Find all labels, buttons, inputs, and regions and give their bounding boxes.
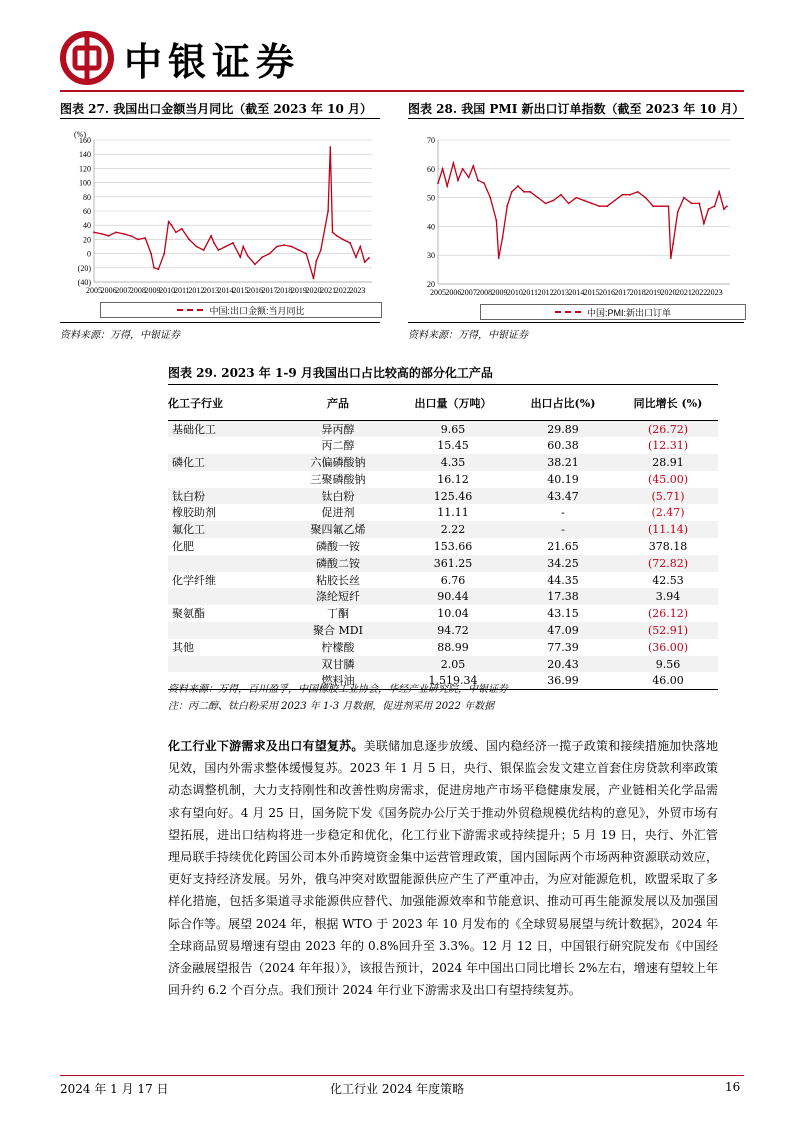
data-point: [672, 243, 674, 245]
data-point: [498, 257, 500, 259]
cell-volume: 125.46: [398, 488, 508, 505]
cell-yoy: (2.47): [651, 506, 685, 520]
data-point: [108, 235, 110, 237]
cell-volume: 90.44: [398, 588, 508, 605]
data-point: [660, 205, 662, 207]
cell-volume: 2.05: [398, 656, 508, 673]
cell-share: 20.43: [508, 656, 618, 673]
data-point: [483, 182, 485, 184]
cell-volume: 2.22: [398, 521, 508, 538]
export-table: [168, 384, 718, 690]
x-tick-label: 2007: [115, 286, 132, 295]
data-point: [442, 168, 444, 170]
x-tick-label: 2015: [232, 286, 249, 295]
y-tick-label: 100: [79, 178, 91, 188]
data-point: [100, 233, 102, 235]
col-yoy: 同比增长 (%): [618, 385, 718, 421]
cell-industry: [168, 622, 278, 639]
y-tick-label: 30: [427, 251, 435, 261]
x-tick-label: 2005: [86, 286, 102, 295]
x-tick-label: 2023: [349, 286, 366, 295]
cell-yoy: (26.12): [647, 607, 689, 621]
cell-volume: 4.35: [398, 454, 508, 471]
table-row: [168, 437, 718, 454]
table-row: [168, 421, 718, 438]
y-tick-label: 50: [427, 193, 435, 203]
data-point: [568, 202, 570, 204]
cell-industry: 钛白粉: [168, 488, 278, 505]
x-tick-label: 2018: [629, 288, 646, 297]
legend-swatch: [555, 311, 581, 313]
cell-share: 40.19: [547, 472, 579, 486]
cell-product: 燃料油: [278, 672, 398, 689]
x-tick-label: 2013: [552, 288, 569, 297]
table-row: [168, 588, 718, 605]
data-point: [115, 231, 117, 233]
data-point: [242, 246, 244, 248]
table-row: [168, 454, 718, 471]
data-point: [629, 194, 631, 196]
cell-industry: [168, 471, 278, 488]
cell-yoy: (26.72): [618, 421, 718, 438]
footer-date: 2024 年 1 月 17 日: [60, 1082, 169, 1096]
x-tick-label: 2014: [568, 288, 585, 297]
x-tick-label: 2017: [261, 286, 278, 295]
data-point: [355, 256, 357, 258]
data-point: [614, 200, 616, 202]
data-point: [683, 197, 685, 199]
fig28-legend: [480, 304, 746, 320]
data-point: [313, 278, 315, 280]
cell-industry: 基础化工: [168, 421, 278, 438]
data-point: [144, 237, 146, 239]
table-row: [168, 471, 718, 488]
cell-product: 丙二醇: [321, 439, 355, 453]
series-line: [438, 163, 727, 258]
cell-industry: [168, 656, 278, 673]
data-point: [489, 197, 491, 199]
x-tick-label: 2012: [537, 288, 554, 297]
cell-volume: 1,519.34: [398, 672, 508, 689]
cell-share: 47.09: [508, 622, 618, 639]
cell-yoy: 28.91: [618, 454, 718, 471]
col-volume: 出口量（万吨）: [398, 385, 508, 421]
data-point: [560, 194, 562, 196]
cell-share: -: [508, 521, 618, 538]
data-point: [188, 239, 190, 241]
cell-yoy: 378.18: [648, 539, 688, 553]
table-header-row: [168, 385, 718, 421]
table29-source: 资料来源：万得，百川盈孚，中国橡胶工业协会，华经产业研究院，中银证券: [168, 684, 508, 695]
cell-share: 38.21: [508, 454, 618, 471]
cell-volume: 6.76: [440, 573, 466, 587]
data-point: [598, 205, 600, 207]
table-row: [168, 572, 718, 589]
cell-share: 60.38: [547, 439, 579, 453]
x-tick-label: 2011: [173, 286, 190, 295]
cell-share: 34.25: [508, 555, 618, 572]
cell-volume: 94.72: [398, 622, 508, 639]
x-tick-label: 2021: [320, 286, 337, 295]
cell-share: 43.15: [547, 607, 579, 621]
cell-product: 异丙醇: [278, 421, 398, 438]
x-tick-label: 2005: [430, 288, 446, 297]
data-point: [457, 179, 459, 181]
body-lead: 化工行业下游需求及出口有望复苏。: [168, 739, 364, 753]
cell-product: 钛白粉: [278, 488, 398, 505]
y-tick-label: 120: [79, 164, 91, 174]
cell-share: -: [561, 506, 565, 520]
cell-product: 磷酸二铵: [278, 555, 398, 572]
x-tick-label: 2008: [476, 288, 493, 297]
cell-industry: 其他: [172, 640, 194, 654]
fig28-bottom-rule: [408, 322, 744, 323]
y-axis-label: (%): [74, 130, 86, 139]
data-point: [171, 224, 173, 226]
data-point: [349, 242, 351, 244]
data-point: [332, 231, 334, 233]
data-point: [496, 220, 498, 222]
cell-share: 36.99: [508, 672, 618, 689]
table-row: [168, 538, 718, 555]
data-point: [718, 191, 720, 193]
data-point: [137, 239, 139, 241]
data-point: [670, 257, 672, 259]
x-tick-label: 2009: [144, 286, 161, 295]
data-point: [261, 256, 263, 258]
data-point: [523, 191, 525, 193]
data-point: [225, 246, 227, 248]
col-share: 出口占比(%): [508, 385, 618, 421]
legend-swatch: [177, 309, 203, 311]
cell-yoy: (52.91): [618, 622, 718, 639]
cell-product: 柠檬酸: [321, 640, 355, 654]
data-point: [232, 242, 234, 244]
data-point: [645, 197, 647, 199]
cell-volume: 153.66: [433, 539, 473, 553]
x-tick-label: 2011: [522, 288, 539, 297]
data-point: [552, 200, 554, 202]
y-tick-label: 0: [87, 249, 91, 259]
x-tick-label: 2020: [305, 286, 322, 295]
cell-yoy: (45.00): [647, 472, 689, 486]
data-point: [276, 246, 278, 248]
fig28-chart: [408, 122, 744, 302]
cell-share: 17.38: [508, 588, 618, 605]
cell-industry: 化学纤维: [172, 573, 216, 587]
y-tick-label: (40): [77, 278, 91, 287]
x-tick-label: 2020: [660, 288, 677, 297]
x-tick-label: 2014: [217, 286, 234, 295]
cell-product: 聚合 MDI: [278, 622, 398, 639]
cell-yoy: 3.94: [618, 588, 718, 605]
data-point: [93, 231, 95, 233]
data-point: [502, 237, 504, 239]
cell-share: 43.47: [508, 488, 618, 505]
cell-volume: 361.25: [398, 555, 508, 572]
y-tick-label: (20): [77, 263, 91, 273]
data-point: [668, 205, 670, 207]
data-point: [122, 233, 124, 235]
x-tick-label: 2013: [203, 286, 220, 295]
y-tick-label: 160: [79, 136, 91, 145]
cell-volume: 9.65: [398, 421, 508, 438]
cell-product: 促进剂: [321, 506, 355, 520]
data-point: [583, 200, 585, 202]
x-tick-label: 2006: [445, 288, 462, 297]
table29-title: 图表 29. 2023 年 1-9 月我国出口占比较高的部分化工产品: [168, 366, 493, 380]
cell-industry: [168, 588, 278, 605]
body-paragraph: [168, 735, 718, 1001]
cell-industry: 氟化工: [168, 521, 278, 538]
x-tick-label: 2019: [290, 286, 307, 295]
data-point: [575, 197, 577, 199]
x-tick-label: 2010: [159, 286, 176, 295]
data-point: [320, 249, 322, 251]
data-point: [714, 205, 716, 207]
data-point: [437, 182, 439, 184]
data-point: [327, 210, 329, 212]
data-point: [506, 205, 508, 207]
data-point: [637, 191, 639, 193]
data-point: [517, 185, 519, 187]
cell-industry: 磷化工: [168, 454, 278, 471]
cell-yoy: (5.71): [618, 488, 718, 505]
fig27-chart: [60, 122, 380, 302]
data-point: [708, 208, 710, 210]
cell-industry: 橡胶助剂: [172, 506, 216, 520]
x-tick-label: 2019: [645, 288, 662, 297]
cell-product: 三聚磷酸钠: [310, 472, 366, 486]
fig28-title: 图表 28. 我国 PMI 新出口订单指数（截至 2023 年 10 月）: [408, 102, 745, 116]
y-tick-label: 20: [83, 235, 91, 245]
data-point: [537, 197, 539, 199]
cell-share: 77.39: [547, 640, 579, 654]
data-point: [723, 208, 725, 210]
data-point: [591, 202, 593, 204]
data-point: [168, 221, 170, 223]
footer-doc: 化工行业 2024 年度策略: [330, 1082, 465, 1096]
x-tick-label: 2012: [188, 286, 205, 295]
data-point: [163, 253, 165, 255]
table-row: [168, 656, 718, 673]
cell-yoy: (11.14): [618, 521, 718, 538]
fig28-legend-label: 中国:PMI:新出口订单: [586, 307, 671, 318]
data-point: [359, 246, 361, 248]
fig27-title: 图表 27. 我国出口金额当月同比（截至 2023 年 10 月）: [60, 102, 373, 116]
x-tick-label: 2022: [334, 286, 351, 295]
cell-yoy: (12.31): [647, 439, 689, 453]
fig28-rule: [408, 118, 744, 119]
fig28-source: 资料来源：万得，中银证券: [408, 330, 528, 341]
data-point: [130, 235, 132, 237]
cell-industry: [168, 555, 278, 572]
cell-product: 磷酸一铵: [316, 539, 360, 553]
table29-note: 注：丙二醇、钛白粉采用 2023 年 1-3 月数据，促进剂采用 2022 年数据: [168, 701, 495, 712]
body-text: 美联储加息逐步放缓、国内稳经济一揽子政策和接续措施加快落地见效，国内外需求整体缓慢复苏。2023 年 1 月 5 日，央行、银保监会发文建立首套住房贷款利率政策动态调整机制，大力支持刚性和改善性购房需求，促进房地产市场平稳健康发展，产业链相关化学品需求有望向好。4 月 25 日，国务院下发《国务院办公厅关于推动外贸稳规模优结构的意见》，外贸市场有望拓展，进出口结构将进一步稳定和优化，化工行业下游需求或持续提升；5 月 19 日，央行、外汇管理局联手持续优化跨国公司本外币跨境资金集中运营管理政策，国内国际两个市场两种资源联动效应，更好支持经济发展。另外，俄乌冲突对欧盟能源供应产生了严重冲击，为应对能源危机，欧盟采取了多样化措施，包括多渠道寻求能源供应替代、加强能源效率和节能意识、推动可再生能源发展以及加强国际合作等。展望 2024 年，根据 WTO 于 2023 年 10 月发布的《全球贸易展望与统计数据》，2024 年全球商品贸易增速有望由 2023 年的 0.8%回升至 3.3%。12 月 12 日，中国银行研究院发布《中国经济金融展望报告（2024 年年报）》，该报告预计，2024 年中国出口同比增长 2%左右，增速有望较上年回升约 6.2 个百分点。我们预计 2024 年行业下游需求及出口有望持续复苏。: [168, 739, 718, 998]
data-point: [153, 267, 155, 269]
cell-volume: 15.45: [437, 439, 469, 453]
data-point: [622, 194, 624, 196]
y-tick-label: 60: [83, 207, 91, 216]
cell-share: 21.65: [547, 539, 579, 553]
data-point: [703, 223, 705, 225]
data-point: [691, 202, 693, 204]
data-point: [329, 146, 331, 148]
cell-industry: 聚氨酯: [172, 607, 205, 621]
data-point: [336, 235, 338, 237]
x-tick-label: 2010: [506, 288, 523, 297]
data-point: [677, 211, 679, 213]
data-point: [175, 231, 177, 233]
footer-rule: [60, 1075, 744, 1076]
data-point: [446, 185, 448, 187]
data-point: [291, 246, 293, 248]
y-tick-label: 60: [427, 164, 435, 174]
y-tick-label: 40: [83, 221, 91, 231]
data-point: [342, 239, 344, 241]
data-point: [298, 249, 300, 251]
header-rule: [60, 90, 744, 92]
cell-product: 粘胶长丝: [316, 573, 360, 587]
data-point: [364, 261, 366, 263]
x-tick-label: 2006: [100, 286, 117, 295]
cell-share: 29.89: [508, 421, 618, 438]
cell-industry: 化肥: [172, 539, 194, 553]
data-point: [283, 244, 285, 246]
cell-product: 丁酮: [327, 607, 349, 621]
y-tick-label: 70: [427, 136, 435, 145]
data-point: [157, 268, 159, 270]
table-row: [168, 521, 718, 538]
data-point: [472, 165, 474, 167]
y-tick-label: 40: [427, 222, 435, 232]
x-tick-label: 2016: [246, 286, 263, 295]
cell-yoy: (72.82): [618, 555, 718, 572]
fig27-source: 资料来源：万得，中银证券: [60, 330, 180, 341]
footer-page: 16: [725, 1080, 741, 1094]
data-point: [316, 260, 318, 262]
fig27-bottom-rule: [60, 322, 380, 323]
fig27-legend: [100, 302, 382, 318]
x-tick-label: 2009: [491, 288, 508, 297]
series-line: [94, 147, 369, 278]
cell-product: 双甘膦: [278, 656, 398, 673]
x-tick-label: 2022: [691, 288, 708, 297]
cell-product: 六偏磷酸钠: [278, 454, 398, 471]
data-point: [150, 253, 152, 255]
data-point: [269, 253, 271, 255]
data-point: [247, 255, 249, 257]
x-tick-label: 2023: [706, 288, 723, 297]
data-point: [254, 263, 256, 265]
table-row: [168, 488, 718, 505]
data-point: [529, 191, 531, 193]
data-point: [210, 235, 212, 237]
cell-yoy: (36.00): [647, 640, 689, 654]
cell-industry: [168, 437, 278, 454]
cell-volume: 11.11: [437, 506, 469, 520]
data-point: [468, 177, 470, 179]
x-tick-label: 2015: [583, 288, 600, 297]
data-point: [203, 249, 205, 251]
x-tick-label: 2017: [614, 288, 631, 297]
cell-volume: 16.12: [437, 472, 469, 486]
fig27-rule: [60, 118, 380, 119]
data-point: [652, 205, 654, 207]
y-tick-label: 20: [427, 280, 435, 289]
cell-share: 44.35: [547, 573, 579, 587]
cell-yoy: 46.00: [618, 672, 718, 689]
fig27-svg: [60, 122, 380, 302]
fig27-legend-label: 中国:出口金额:当月同比: [209, 305, 305, 316]
x-tick-label: 2018: [276, 286, 293, 295]
data-point: [606, 205, 608, 207]
table-row: [168, 622, 718, 639]
data-point: [213, 242, 215, 244]
cell-volume: 10.04: [437, 607, 469, 621]
data-point: [477, 179, 479, 181]
cell-yoy: 42.53: [652, 573, 684, 587]
brand-name: 中银证券: [124, 39, 301, 84]
data-point: [726, 205, 728, 207]
y-tick-label: 140: [79, 150, 91, 160]
data-point: [698, 202, 700, 204]
x-tick-label: 2021: [675, 288, 692, 297]
data-point: [196, 246, 198, 248]
data-point: [181, 228, 183, 230]
fig28-svg: [408, 122, 744, 302]
data-point: [239, 256, 241, 258]
header: [60, 26, 300, 90]
data-point: [217, 249, 219, 251]
cell-yoy: 9.56: [618, 656, 718, 673]
x-tick-label: 2007: [460, 288, 477, 297]
table-row: [168, 639, 718, 656]
data-point: [511, 191, 513, 193]
cell-product: 涤纶短纤: [278, 588, 398, 605]
x-tick-label: 2008: [129, 286, 146, 295]
cell-volume: 88.99: [437, 640, 469, 654]
table-body: [168, 421, 718, 690]
boc-logo-icon: [60, 31, 114, 85]
data-point: [462, 168, 464, 170]
table-row: [168, 605, 718, 622]
data-point: [545, 202, 547, 204]
table-row: [168, 504, 718, 521]
x-tick-label: 2016: [599, 288, 616, 297]
col-product: 产品: [278, 385, 398, 421]
data-point: [452, 162, 454, 164]
cell-product: 聚四氟乙烯: [278, 521, 398, 538]
data-point: [368, 257, 370, 259]
col-industry: 化工子行业: [168, 385, 278, 421]
y-tick-label: 80: [83, 192, 91, 202]
table-row: [168, 555, 718, 572]
data-point: [305, 253, 307, 255]
